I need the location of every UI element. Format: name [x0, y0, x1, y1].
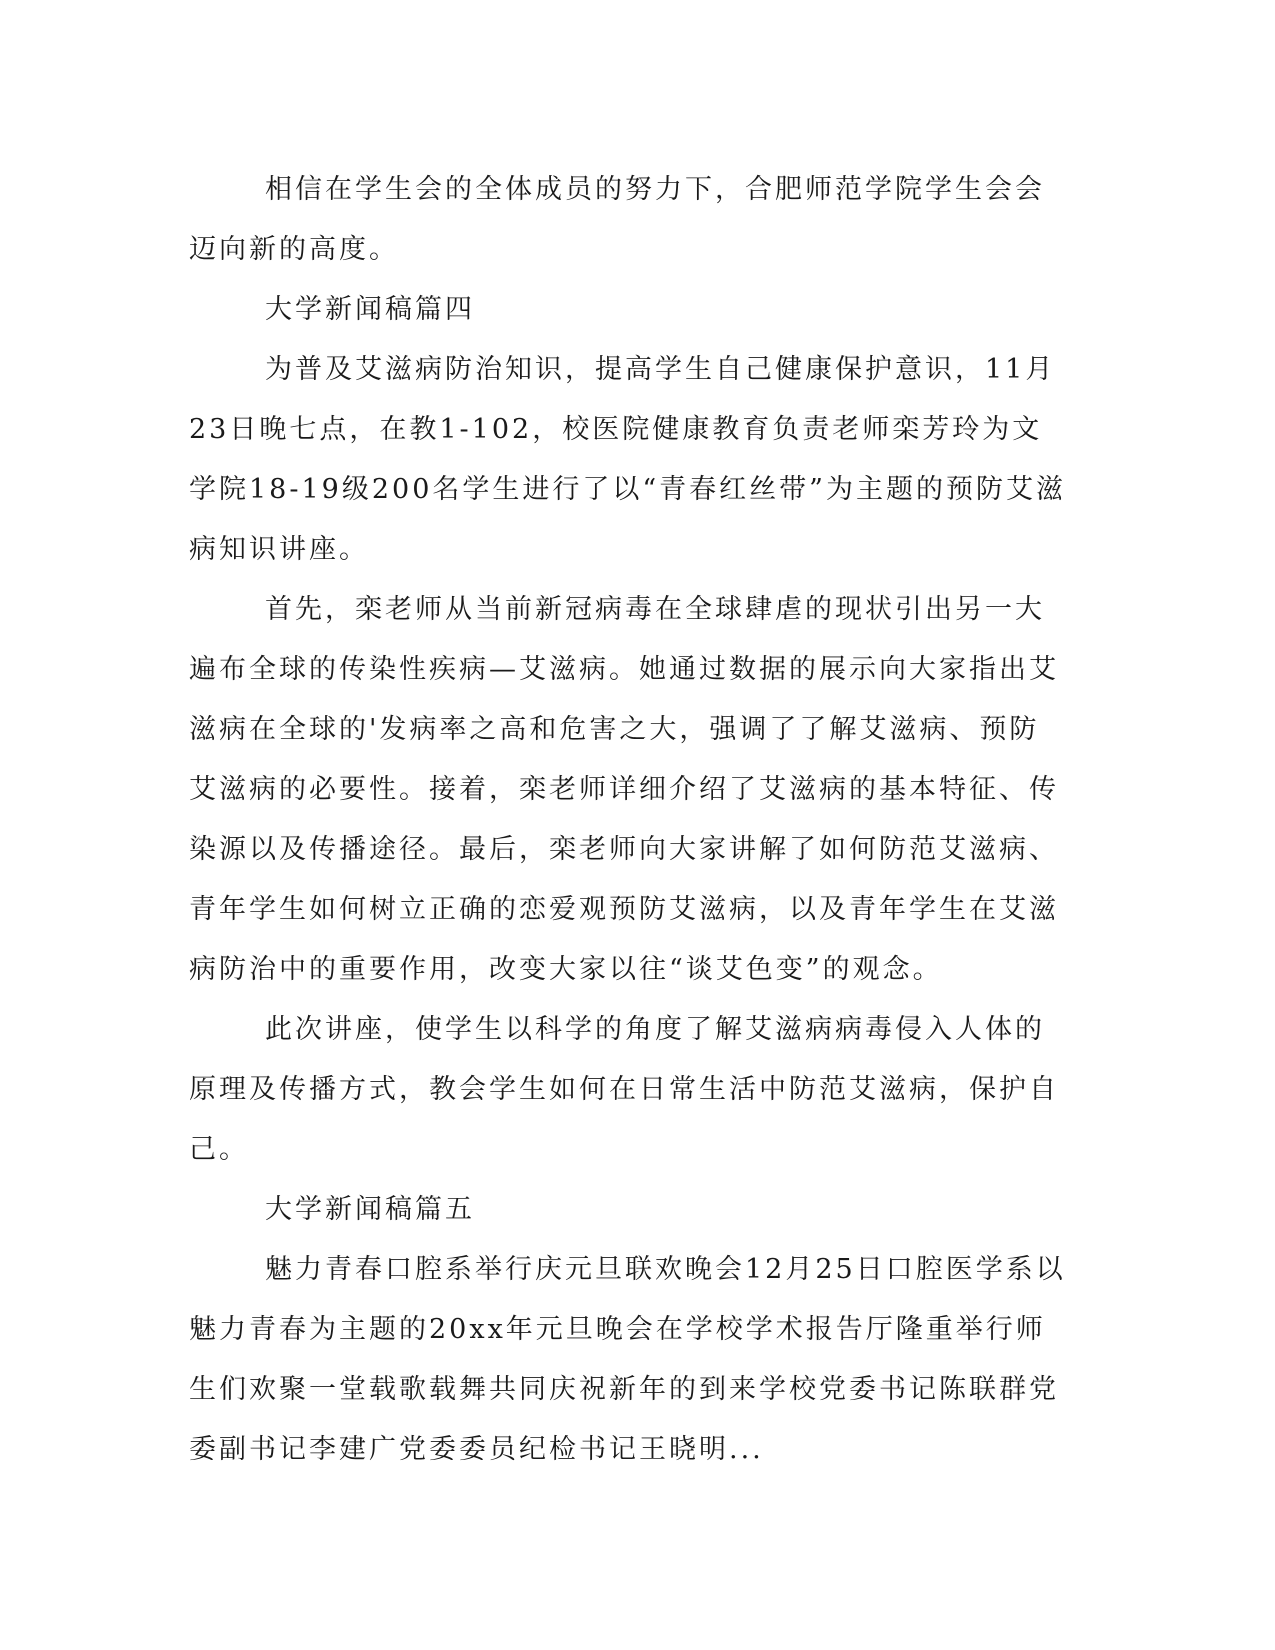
paragraph-closing-statement: 相信在学生会的全体成员的努力下，合肥师范学院学生会会迈向新的高度。 — [189, 174, 1045, 265]
section-heading-part-five: 大学新闻稿篇五 — [265, 1194, 475, 1225]
paragraph-lecture-summary: 此次讲座，使学生以科学的角度了解艾滋病病毒侵入人体的原理及传播方式，教会学生如何在日常生活中防范艾滋病，保护自己。 — [189, 1014, 1059, 1165]
document-body — [189, 160, 1069, 1480]
paragraph-new-year-party: 魅力青春口腔系举行庆元旦联欢晚会12月25日口腔医学系以魅力青春为主题的20xx年元旦晚会在学校学术报告厅隆重举行师生们欢聚一堂载歌载舞共同庆祝新年的到来学校党委书记陈联群党委副书记李建广党委委员纪检书记王晓明... — [189, 1254, 1066, 1465]
paragraph-lecture-content: 首先，栾老师从当前新冠病毒在全球肆虐的现状引出另一大遍布全球的传染性疾病—艾滋病。她通过数据的展示向大家指出艾滋病在全球的'发病率之高和危害之大，强调了了解艾滋病、预防艾滋病的必要性。接着，栾老师详细介绍了艾滋病的基本特征、传染源以及传播途径。最后，栾老师向大家讲解了如何防范艾滋病、青年学生如何树立正确的恋爱观预防艾滋病，以及青年学生在艾滋病防治中的重要作用，改变大家以往“谈艾色变”的观念。 — [189, 594, 1059, 985]
paragraph-lecture-intro: 为普及艾滋病防治知识，提高学生自己健康保护意识，11月23日晚七点，在教1-102，校医院健康教育负责老师栾芳玲为文学院18-19级200名学生进行了以“青春红丝带”为主题的预防艾滋病知识讲座。 — [189, 354, 1066, 565]
section-heading-part-four: 大学新闻稿篇四 — [265, 294, 475, 325]
